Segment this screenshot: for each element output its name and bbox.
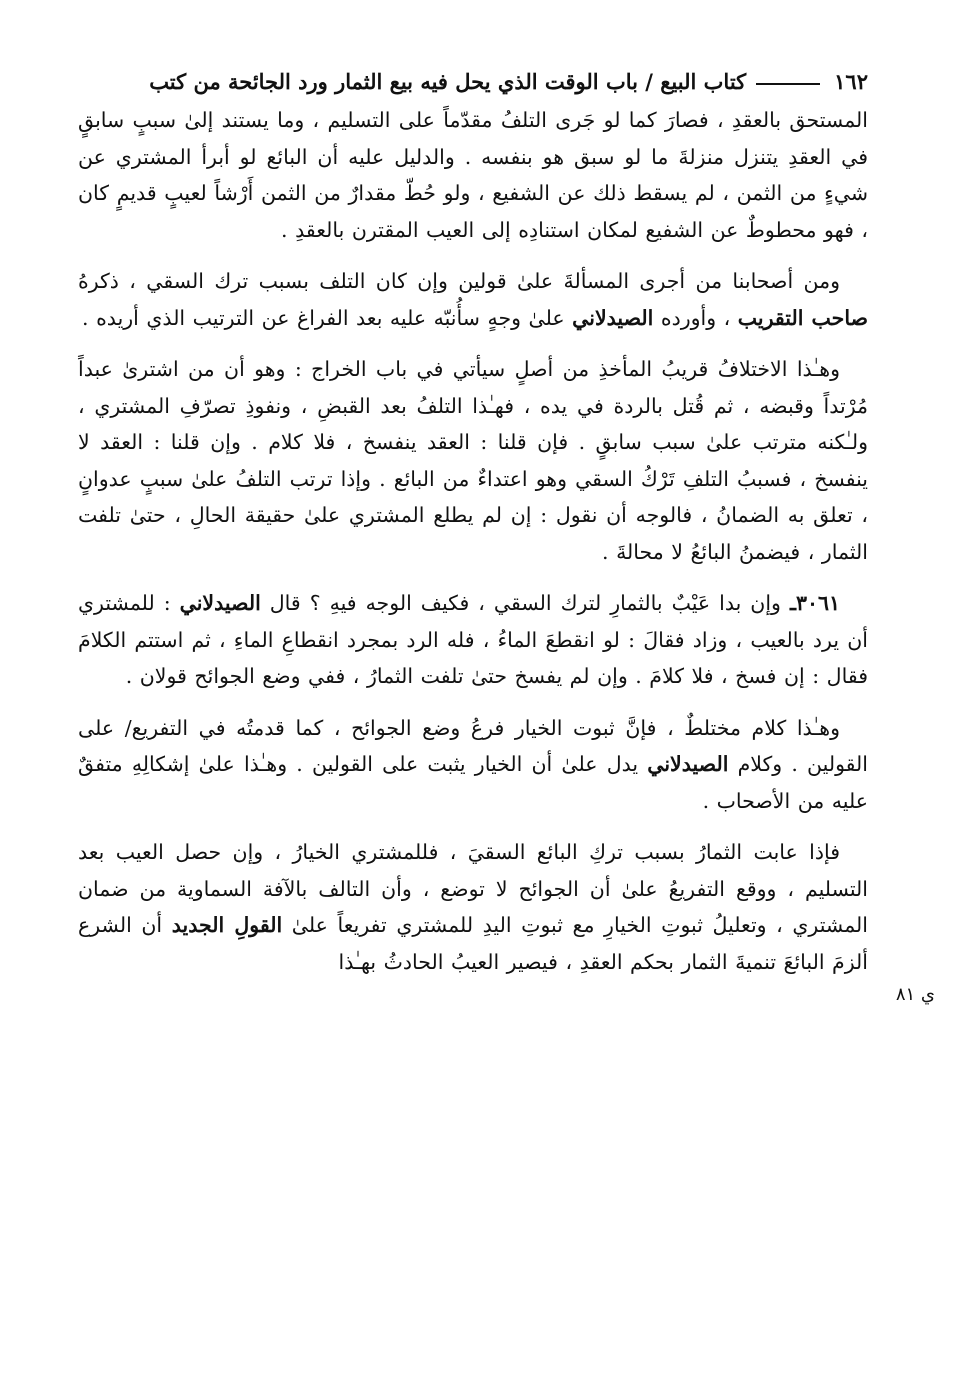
paragraph-4 [78, 585, 868, 695]
running-header [78, 62, 868, 102]
text-segment: ، وأورده [653, 305, 738, 330]
paragraph-2 [78, 263, 868, 336]
page-body [78, 62, 868, 980]
text-segment: ومن أصحابنا من أجرى المسألةَ علىٰ قولين وإن كان التلف بسبب ترك السقي ، ذكرهُ [78, 269, 840, 293]
paragraph-3 [78, 351, 868, 570]
text-segment: علىٰ وجهٍ سأُنبّه عليه بعد الفراغ عن الترتيب الذي أريده . [82, 305, 573, 330]
text-segment: فإذا عابت الثمارُ بسبب تركِ البائع السقيَ ، فللمشتري الخيارُ ، وإن حصل العيب بعد التسليم ، ووقع التفريعُ علىٰ أن الجوائح لا توضع ، وأن التالف بالآفة السماوية من ضمان المشتري ، وتعليلُ ثبوتِ الخيارِ مع ثبوتِ اليدِ للمشتري تفريعاً علىٰ [78, 840, 869, 937]
text-segment: وهـٰذا الاختلافُ قريبُ المأخذِ من أصلٍ سيأتي في باب الخراج : وهو أن من اشترىٰ عبداً مُرْتداً وقبضه ، ثم قُتل بالردة في يده ، فهـٰذا التلفُ بعد القبضِ ، ونفوذِ تصرّفِ المشتري ، ولـٰكنه مترتب علىٰ سبب سابقٍ . فإن قلنا : العقد ينفسخ ، فلا كلام . وإن قلنا : العقد لا ينفسخ ، فسببُ التلفِ تَرْكُ السقي وهو اعتداءٌ من البائع . وإذا ترتب التلفُ علىٰ سببٍ عدوانٍ ، تعلق به الضمانُ ، فالوجه أن نقول : إن لم يطلع المشتري علىٰ حقيقة الحالِ ، حتىٰ تلفت الثمار ، فيضمنُ البائعُ لا محالةَ . [78, 357, 868, 564]
margin-note: ي ٨١ [895, 984, 935, 1005]
author-name: الصيدلاني [647, 752, 729, 776]
text-segment: وإن بدا عَيْبٌ بالثمارِ لترك السقي ، فكيف الوجه فيهِ ؟ قال [260, 591, 790, 615]
paragraph-5 [78, 710, 868, 820]
page-number: ١٦٢ [834, 69, 868, 94]
issue-number: ٣٠٦١ـ [789, 591, 841, 615]
paragraph-6 [78, 834, 868, 980]
author-name: صاحب التقريب [737, 305, 868, 330]
text-segment: يدل علىٰ أن الخيار يثبت على القولين . وهـٰذا علىٰ إشكالِهِ متفقٌ عليه من الأصحاب . [78, 752, 868, 813]
text-segment: المستحق بالعقدِ ، فصارَ كما لو جَرى التلفُ مقدّماً على التسليم ، وما يستند إلىٰ سببٍ سابقٍ في العقدِ يتنزل منزلةَ ما لو سبق هو بنفسه . والدليل عليه أن البائع لو أبرأ المشتري عن شيءٍ من الثمن ، لم يسقط ذلك عن الشفيع ، ولو حُطّ مقدارٌ من الثمن أَرْشاً لعيبٍ قديمٍ كان ، فهو محطوطٌ عن الشفيع لمكان استنادِه إلى العيب المقترن بالعقدِ . [78, 108, 868, 242]
author-name: الصيدلاني [572, 305, 654, 330]
author-name: الصيدلاني [179, 591, 261, 615]
header-title: كتاب البيع / باب الوقت الذي يحل فيه بيع الثمار ورد الجائحة من كتب [149, 69, 747, 94]
text-segment: وهـٰذا كلام مختلطٌ ، فإنَّ ثبوت الخيار فرعُ وضع الجوائح ، كما قدمتُه في التفريع/ على القولين . وكلام [78, 715, 868, 776]
paragraph-1 [78, 102, 868, 248]
text-segment: أن الشرع ألزمَ البائعَ تنميةَ الثمار بحكم العقدِ ، فيصير العيبُ الحادثُ بهـٰذا [78, 913, 868, 974]
header-rule [756, 83, 820, 85]
text-segment: : للمشتري أن يرد بالعيب ، وزاد فقالَ : لو انقطعَ الماءُ ، فله الرد بمجرد انقطاعِ الماءِ ، ثم استتم الكلامَ فقال : إن فسخ ، فلا كلامَ . وإن لم يفسخ حتىٰ تلفت الثمارُ ، ففي وضع الجوائح قولان . [78, 591, 868, 688]
bold-term: القولِ الجديد [171, 913, 283, 937]
